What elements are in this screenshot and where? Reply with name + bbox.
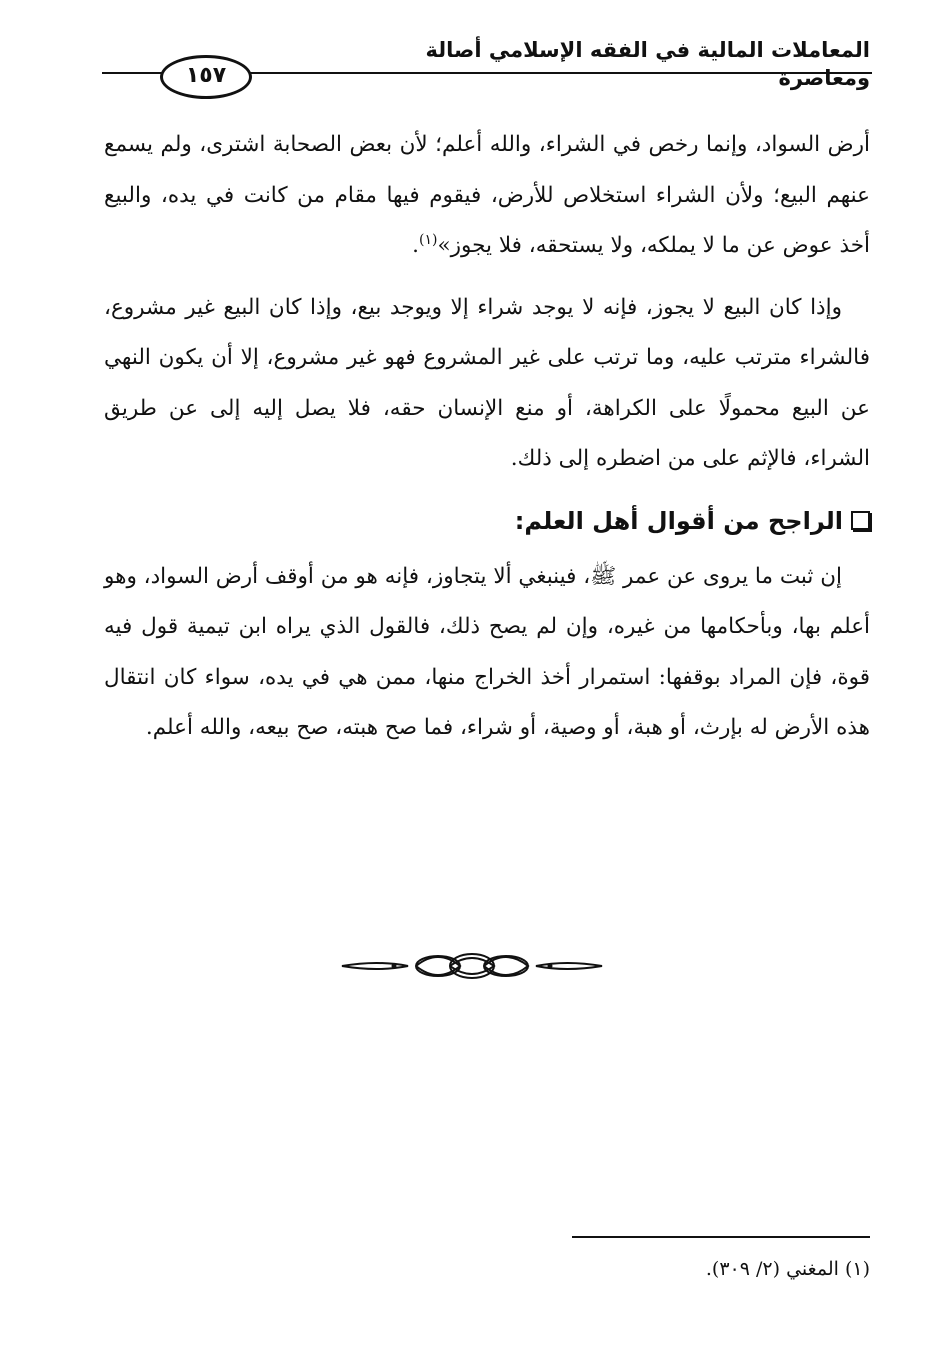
footnote-marker: (١) [844, 1258, 870, 1280]
body-text [104, 120, 870, 765]
footnote-1 [370, 1254, 870, 1284]
paragraph-1-end: . [412, 233, 420, 258]
paragraph-3: إن ثبت ما يروى عن عمر ﷺ، فينبغي ألا يتجاوز، فإنه هو من أوقف أرض السواد، وهو أعلم بها، وبأحكامها من غيره، وإن لم يصح ذلك، فالقول الذي يراه ابن تيمية قول فيه قوة، فإن المراد بوقفها: استمرار أخذ الخراج منها، ممن هي في يده، سواء كان انتقال هذه الأرض له بإرث، أو هبة، أو وصية، أو شراء، فما صح هبته، صح بيعه، والله أعلم. [104, 563, 870, 740]
paragraph-2: وإذا كان البيع لا يجوز، فإنه لا يوجد شراء إلا ويوجد بيع، وإذا كان البيع غير مشروع، فالشراء مترتب عليه، وما ترتب على غير المشروع فهو غير مشروع، إلا أن يكون النهي عن البيع محمولًا على الكراهة، أو منع الإنسان حقه، فلا يصل إليه إلى عن طريق الشراء، فالإثم على من اضطره إلى ذلك. [104, 294, 870, 471]
paragraph-1 [104, 120, 870, 272]
running-title: المعاملات المالية في الفقه الإسلامي أصالة ومعاصرة [425, 38, 870, 90]
section-heading [104, 496, 870, 546]
square-bullet-icon [851, 511, 870, 530]
section-heading-text: الراجح من أقوال أهل العلم: [514, 506, 843, 535]
page-number: ١٥٧ [160, 55, 252, 99]
ornament-divider-icon [338, 946, 606, 986]
footnote-text: المغني (٢/ ٣٠٩). [705, 1258, 839, 1280]
footnote-ref[interactable]: (١) [419, 231, 438, 248]
footnote-rule [572, 1236, 870, 1238]
paragraph-1-text: أرض السواد، وإنما رخص في الشراء، والله أعلم؛ لأن بعض الصحابة اشترى، ولم يسمع عنهم البيع؛ ولأن الشراء استخلاص للأرض، فيقوم فيها مقام من كانت في يده، والبيع أخذ عوض عن ما لا يملكه، ولا يستحقه، فلا يجوز» [104, 132, 870, 258]
